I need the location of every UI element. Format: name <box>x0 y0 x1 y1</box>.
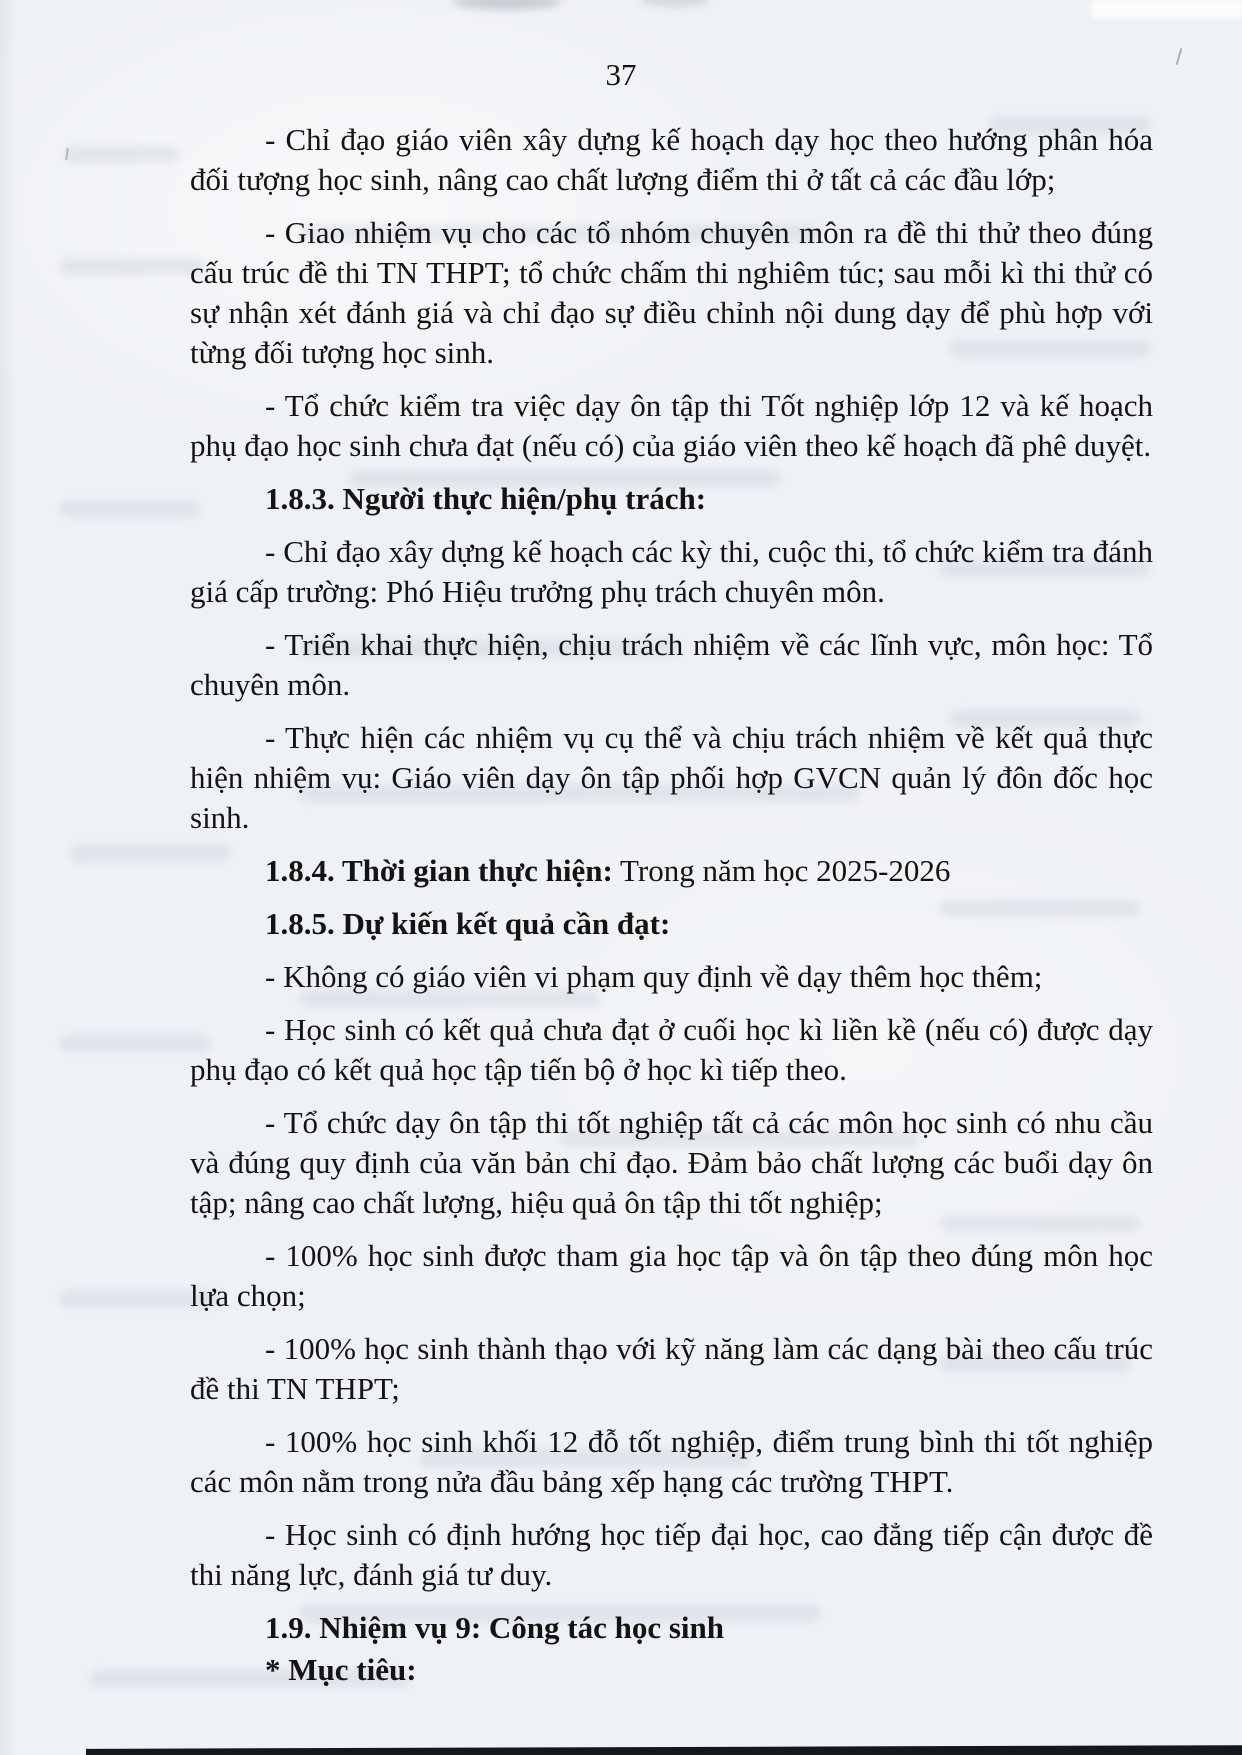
scan-corner-highlight <box>1092 0 1242 18</box>
heading-value: Trong năm học 2025-2026 <box>612 853 951 888</box>
section-heading-1-9: 1.9. Nhiệm vụ 9: Công tác học sinh <box>265 1610 725 1645</box>
paragraph-result: - 100% học sinh khối 12 đỗ tốt nghiệp, điểm trung bình thi tốt nghiệp các môn nằm trong nửa đầu bảng xếp hạng các trường THPT. <box>190 1424 1153 1499</box>
scan-edge-bar <box>86 1745 1242 1755</box>
document-body <box>190 120 1153 1692</box>
section-heading-1-8-5: 1.8.5. Dự kiến kết quả cần đạt: <box>265 906 671 941</box>
paragraph-directive: - Thực hiện các nhiệm vụ cụ thể và chịu trách nhiệm về kết quả thực hiện nhiệm vụ: Giáo viên dạy ôn tập phối hợp GVCN quản lý đôn đốc học sinh. <box>190 720 1153 835</box>
page-number: 37 <box>605 57 637 92</box>
paragraph-result: - Học sinh có kết quả chưa đạt ở cuối học kì liền kề (nếu có) được dạy phụ đạo có kết quả học tập tiến bộ ở học kì tiếp theo. <box>190 1012 1153 1087</box>
scan-smudge <box>452 0 562 10</box>
section-heading-1-8-3: 1.8.3. Người thực hiện/phụ trách: <box>265 481 707 516</box>
bleedthrough-artifact <box>60 258 205 275</box>
paragraph-directive: - Giao nhiệm vụ cho các tổ nhóm chuyên môn ra đề thi thử theo đúng cấu trúc đề thi TN THPT; tổ chức chấm thi nghiêm túc; sau mỗi kì thi thử có sự nhận xét đánh giá và chỉ đạo sự điều chỉnh nội dung dạy để phù hợp với từng đối tượng học sinh. <box>190 215 1153 370</box>
section-heading-1-8-4 <box>190 851 1153 891</box>
paragraph-result: - 100% học sinh được tham gia học tập và ôn tập theo đúng môn học lựa chọn; <box>190 1238 1153 1313</box>
paragraph-result: - Tổ chức dạy ôn tập thi tốt nghiệp tất cả các môn học sinh có nhu cầu và đúng quy định của văn bản chỉ đạo. Đảm bảo chất lượng các buổi dạy ôn tập; nâng cao chất lượng, hiệu quả ôn tập thi tốt nghiệp; <box>190 1105 1153 1220</box>
bleedthrough-artifact <box>60 1035 210 1052</box>
paragraph-result: - 100% học sinh thành thạo với kỹ năng làm các dạng bài theo cấu trúc đề thi TN THPT; <box>190 1331 1153 1406</box>
paragraph-directive: - Tổ chức kiểm tra việc dạy ôn tập thi Tốt nghiệp lớp 12 và kế hoạch phụ đạo học sinh chưa đạt (nếu có) của giáo viên theo kế hoạch đã phê duyệt. <box>190 388 1153 463</box>
scan-smudge <box>640 0 710 7</box>
paragraph-directive: - Triển khai thực hiện, chịu trách nhiệm về các lĩnh vực, môn học: Tổ chuyên môn. <box>190 627 1153 702</box>
section-heading-muc-tieu: * Mục tiêu: <box>265 1652 417 1687</box>
heading-label: 1.8.4. Thời gian thực hiện: <box>265 853 613 888</box>
bleedthrough-artifact <box>60 500 200 517</box>
paragraph-result: - Không có giáo viên vi phạm quy định về dạy thêm học thêm; <box>265 959 1043 994</box>
paragraph-directive: - Chỉ đạo giáo viên xây dựng kế hoạch dạy học theo hướng phân hóa đối tượng học sinh, nâng cao chất lượng điểm thi ở tất cả các đầu lớp; <box>190 122 1153 197</box>
paragraph-directive: - Chỉ đạo xây dựng kế hoạch các kỳ thi, cuộc thi, tổ chức kiểm tra đánh giá cấp trường: Phó Hiệu trưởng phụ trách chuyên môn. <box>190 534 1153 609</box>
paragraph-result: - Học sinh có định hướng học tiếp đại học, cao đẳng tiếp cận được đề thi năng lực, đánh giá tư duy. <box>190 1517 1153 1592</box>
bleedthrough-artifact <box>64 146 179 163</box>
